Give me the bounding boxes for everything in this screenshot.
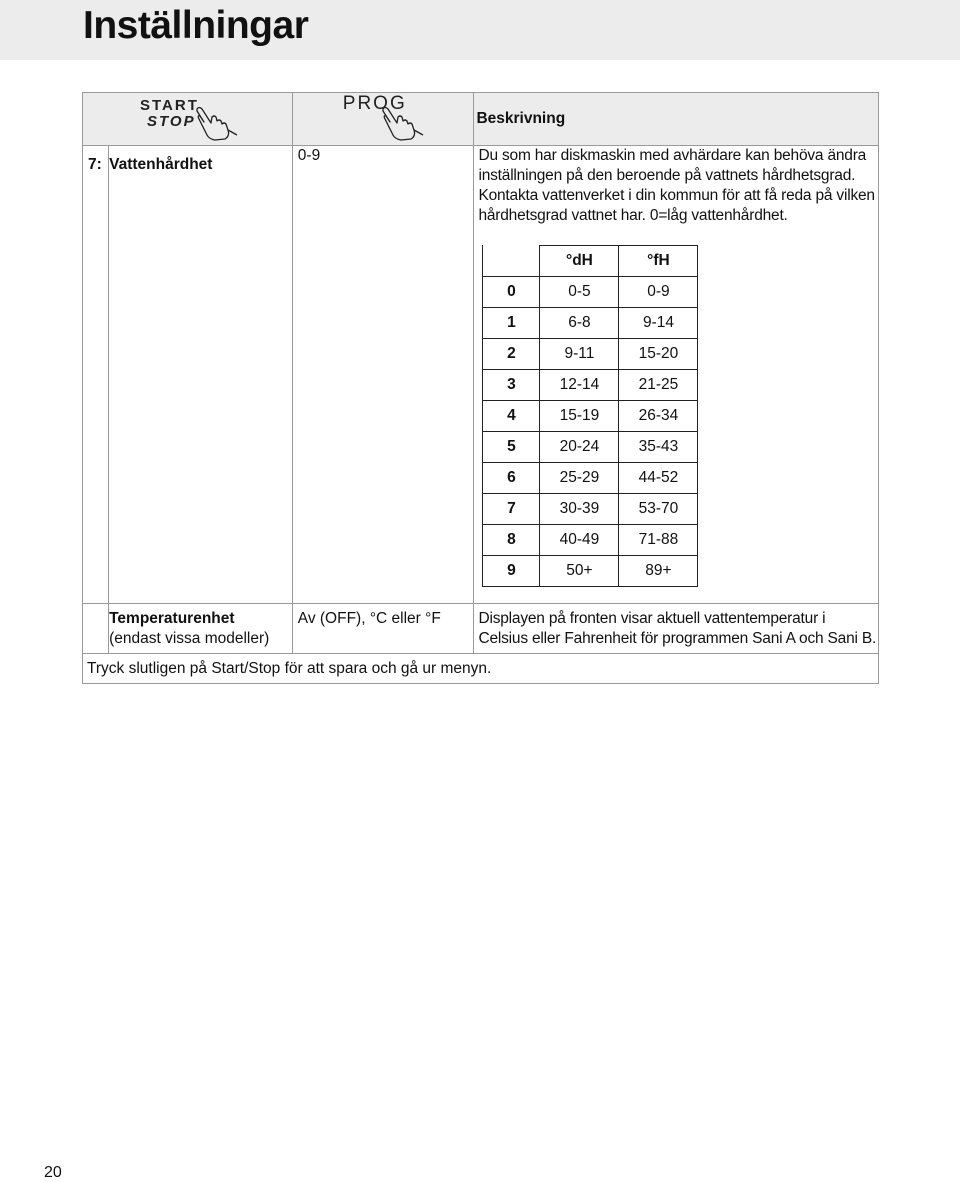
hardness-level: 9 (483, 556, 540, 587)
settings-table (82, 92, 879, 684)
hardness-fh: 71-88 (619, 525, 698, 556)
hardness-dh: 9-11 (540, 339, 619, 370)
hardness-level: 4 (483, 401, 540, 432)
hardness-fh: 89+ (619, 556, 698, 587)
hardness-dh: 6-8 (540, 308, 619, 339)
hardness-dh: 15-19 (540, 401, 619, 432)
description-header: Beskrivning (476, 110, 566, 127)
hardness-level: 2 (483, 339, 540, 370)
stop-label: STOP (147, 113, 196, 130)
hardness-level: 7 (483, 494, 540, 525)
hardness-row (483, 494, 698, 525)
temperature-description: Displayen på fronten visar aktuell vattentemperatur i Celsius eller Fahrenheit för programmen Sani A och Sani B. (474, 604, 879, 654)
hardness-level: 5 (483, 432, 540, 463)
page-title: Inställningar (83, 4, 309, 47)
start-label: START (140, 97, 199, 114)
hardness-level: 1 (483, 308, 540, 339)
setting-range: 0-9 (292, 146, 474, 604)
page-number: 20 (44, 1164, 62, 1181)
temperature-row (83, 604, 879, 654)
hardness-row (483, 277, 698, 308)
hardness-level: 6 (483, 463, 540, 494)
hardness-header-row (483, 246, 698, 277)
prog-header (292, 93, 474, 146)
hardness-row (483, 525, 698, 556)
hardness-dh: 40-49 (540, 525, 619, 556)
footer-row (83, 654, 879, 684)
hardness-level: 8 (483, 525, 540, 556)
temperature-note: (endast vissa modeller) (109, 630, 270, 647)
setting-number: 7: (83, 146, 109, 604)
hardness-row (483, 308, 698, 339)
hardness-fh: 9-14 (619, 308, 698, 339)
hardness-fh: 53-70 (619, 494, 698, 525)
temperature-name-cell (109, 604, 293, 654)
col-dh: °dH (540, 246, 619, 277)
hardness-level: 0 (483, 277, 540, 308)
temperature-options: Av (OFF), °C eller °F (292, 604, 474, 654)
hardness-row (483, 339, 698, 370)
hardness-dh: 50+ (540, 556, 619, 587)
hand-pointer-icon (381, 105, 425, 141)
hardness-fh: 21-25 (619, 370, 698, 401)
hardness-row (483, 556, 698, 587)
hardness-level: 3 (483, 370, 540, 401)
footer-text: Tryck slutligen på Start/Stop för att spara och gå ur menyn. (83, 654, 879, 684)
table-header-row (83, 93, 879, 146)
hardness-row (483, 432, 698, 463)
start-stop-header (83, 93, 293, 146)
hardness-fh: 0-9 (619, 277, 698, 308)
hardness-dh: 0-5 (540, 277, 619, 308)
col-fh: °fH (619, 246, 698, 277)
water-hardness-row (83, 146, 879, 604)
hardness-dh: 25-29 (540, 463, 619, 494)
hand-pointer-icon (195, 105, 239, 141)
description-header-cell (474, 93, 879, 146)
hardness-row (483, 401, 698, 432)
setting-name: Vattenhårdhet (109, 146, 293, 604)
hardness-dh: 12-14 (540, 370, 619, 401)
hardness-row (483, 463, 698, 494)
hardness-fh: 35-43 (619, 432, 698, 463)
hardness-table (482, 245, 698, 587)
hardness-fh: 44-52 (619, 463, 698, 494)
hardness-fh: 15-20 (619, 339, 698, 370)
hardness-fh: 26-34 (619, 401, 698, 432)
temperature-name: Temperaturenhet (109, 610, 235, 627)
prog-label: PROG (342, 93, 407, 114)
setting-description: Du som har diskmaskin med avhärdare kan behöva ändra inställningen på den beroende på vattnets hårdhetsgrad. Kontakta vattenverket i din kommun för att få reda på vilken hårdhetsgrad vattnet har. 0=låg vattenhårdhet. (478, 147, 875, 224)
hardness-row (483, 370, 698, 401)
hardness-dh: 30-39 (540, 494, 619, 525)
hardness-dh: 20-24 (540, 432, 619, 463)
setting-description-cell (474, 146, 879, 604)
